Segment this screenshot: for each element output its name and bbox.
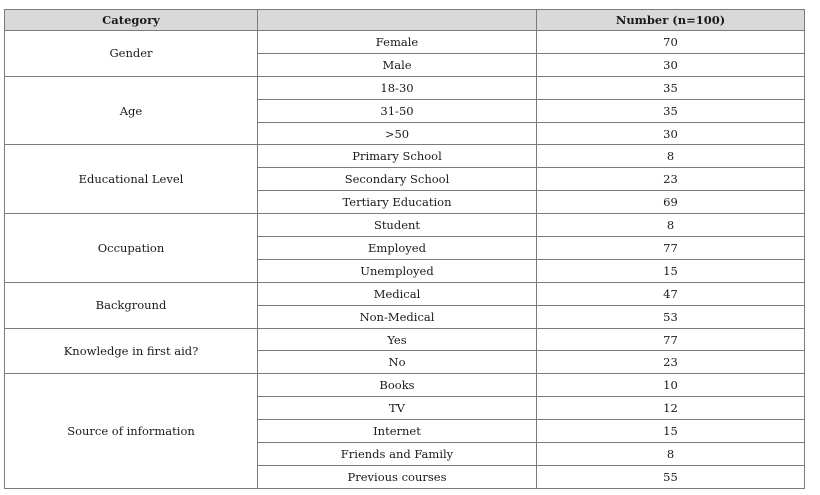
table-row bbox=[5, 328, 805, 351]
number-cell: 30 bbox=[537, 53, 805, 76]
subcategory-cell: Primary School bbox=[258, 145, 537, 168]
subcategory-cell: 18-30 bbox=[258, 76, 537, 99]
number-cell: 23 bbox=[537, 168, 805, 191]
category-cell: Educational Level bbox=[5, 145, 258, 214]
table-row bbox=[5, 76, 805, 99]
subcategory-cell: Internet bbox=[258, 420, 537, 443]
header-number: Number (n=100) bbox=[537, 10, 805, 31]
table-row bbox=[5, 214, 805, 237]
number-cell: 47 bbox=[537, 282, 805, 305]
number-cell: 15 bbox=[537, 259, 805, 282]
subcategory-cell: TV bbox=[258, 397, 537, 420]
subcategory-cell: Books bbox=[258, 374, 537, 397]
number-cell: 12 bbox=[537, 397, 805, 420]
subcategory-cell: Unemployed bbox=[258, 259, 537, 282]
category-cell: Background bbox=[5, 282, 258, 328]
number-cell: 8 bbox=[537, 145, 805, 168]
subcategory-cell: Student bbox=[258, 214, 537, 237]
number-cell: 53 bbox=[537, 305, 805, 328]
number-cell: 10 bbox=[537, 374, 805, 397]
number-cell: 69 bbox=[537, 191, 805, 214]
subcategory-cell: Previous courses bbox=[258, 465, 537, 488]
table-row bbox=[5, 31, 805, 54]
table-row bbox=[5, 374, 805, 397]
number-cell: 70 bbox=[537, 31, 805, 54]
table-row bbox=[5, 282, 805, 305]
header-category: Category bbox=[5, 10, 258, 31]
table-body bbox=[5, 31, 805, 489]
table-header bbox=[5, 10, 805, 31]
demographics-table bbox=[4, 9, 805, 489]
subcategory-cell: Non-Medical bbox=[258, 305, 537, 328]
table-row bbox=[5, 145, 805, 168]
number-cell: 8 bbox=[537, 214, 805, 237]
subcategory-cell: Male bbox=[258, 53, 537, 76]
subcategory-cell: Employed bbox=[258, 237, 537, 260]
subcategory-cell: Yes bbox=[258, 328, 537, 351]
header-subcategory bbox=[258, 10, 537, 31]
number-cell: 8 bbox=[537, 443, 805, 466]
subcategory-cell: Female bbox=[258, 31, 537, 54]
subcategory-cell: No bbox=[258, 351, 537, 374]
subcategory-cell: Medical bbox=[258, 282, 537, 305]
number-cell: 35 bbox=[537, 99, 805, 122]
subcategory-cell: 31-50 bbox=[258, 99, 537, 122]
category-cell: Gender bbox=[5, 31, 258, 77]
subcategory-cell: Secondary School bbox=[258, 168, 537, 191]
subcategory-cell: Tertiary Education bbox=[258, 191, 537, 214]
number-cell: 30 bbox=[537, 122, 805, 145]
subcategory-cell: >50 bbox=[258, 122, 537, 145]
category-cell: Age bbox=[5, 76, 258, 145]
category-cell: Knowledge in first aid? bbox=[5, 328, 258, 374]
number-cell: 35 bbox=[537, 76, 805, 99]
number-cell: 55 bbox=[537, 465, 805, 488]
number-cell: 15 bbox=[537, 420, 805, 443]
subcategory-cell: Friends and Family bbox=[258, 443, 537, 466]
number-cell: 77 bbox=[537, 328, 805, 351]
category-cell: Source of information bbox=[5, 374, 258, 488]
header-row bbox=[5, 10, 805, 31]
category-cell: Occupation bbox=[5, 214, 258, 283]
number-cell: 77 bbox=[537, 237, 805, 260]
number-cell: 23 bbox=[537, 351, 805, 374]
